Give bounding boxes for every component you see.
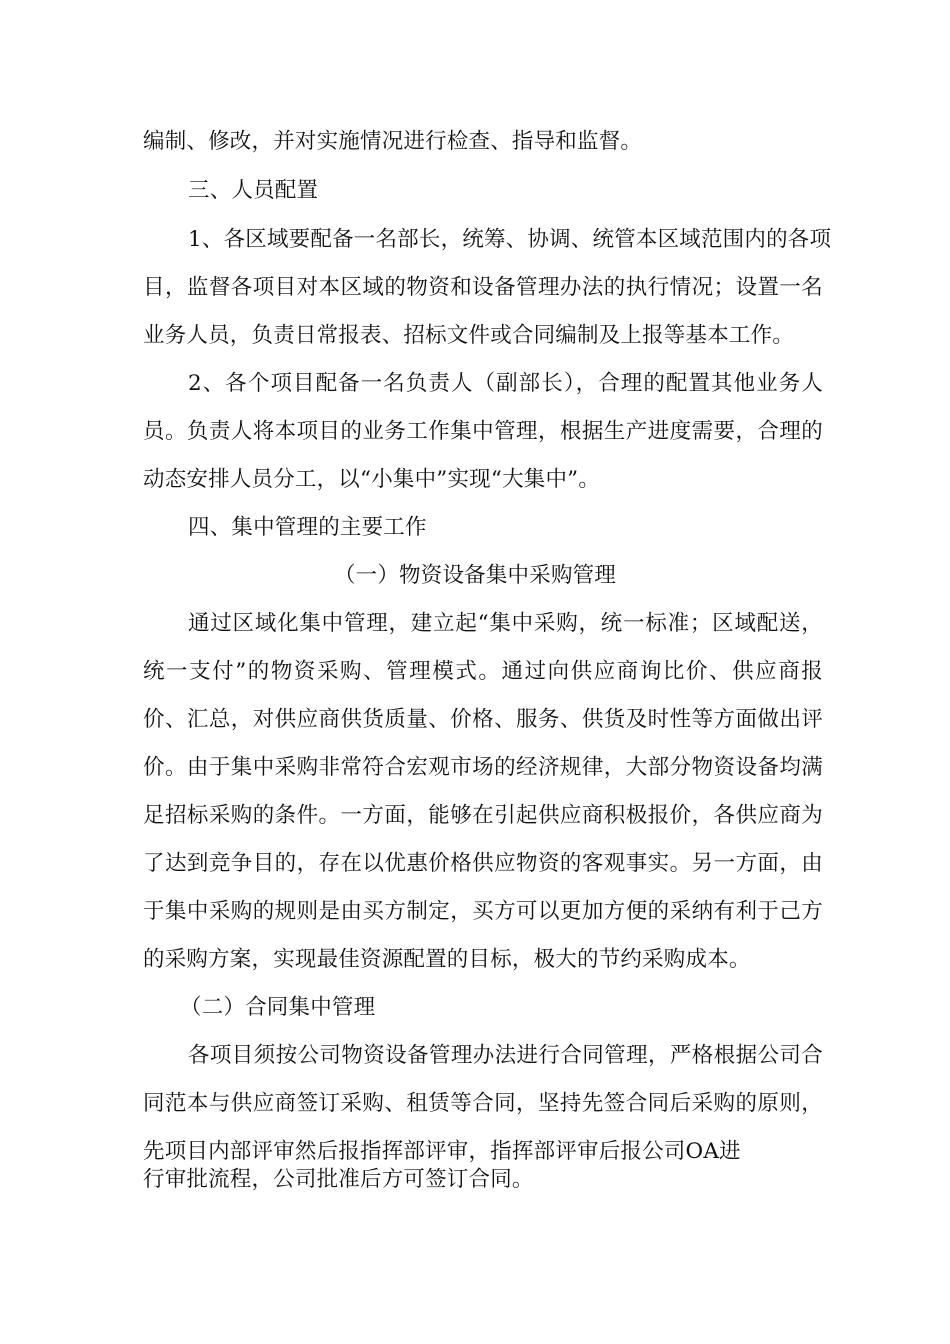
paragraph-line: 价。由于集中采购非常符合宏观市场的经济规律，大部分物资设备均满 bbox=[143, 755, 823, 780]
section-3-heading: 三、人员配置 bbox=[188, 178, 319, 203]
paragraph-line: 同范本与供应商签订采购、租赁等合同，坚持先签合同后采购的原则， bbox=[143, 1091, 823, 1116]
subsection-2-heading: （二）合同集中管理 bbox=[180, 995, 376, 1020]
paragraph-line: 于集中采购的规则是由买方制定，买方可以更加方便的采纳有利于己方 bbox=[143, 899, 823, 924]
paragraph-line: 了达到竞争目的，存在以优惠价格供应物资的客观事实。另一方面，由 bbox=[143, 851, 823, 876]
paragraph-line: 动态安排人员分工，以“小集中”实现“大集中”。 bbox=[143, 467, 601, 492]
intro-line: 编制、修改，并对实施情况进行检查、指导和监督。 bbox=[143, 129, 643, 154]
section-4-heading: 四、集中管理的主要工作 bbox=[188, 515, 427, 540]
paragraph-line: 足招标采购的条件。一方面，能够在引起供应商积极报价，各供应商为 bbox=[143, 803, 823, 828]
paragraph-line: 通过区域化集中管理，建立起“集中采购，统一标准；区域配送， bbox=[188, 611, 823, 636]
paragraph-line: 各项目须按公司物资设备管理办法进行合同管理，严格根据公司合 bbox=[188, 1043, 823, 1068]
paragraph-line: 行审批流程，公司批准后方可签订合同。 bbox=[143, 1167, 534, 1192]
subsection-1-heading: （一）物资设备集中采购管理 bbox=[333, 563, 617, 588]
paragraph-line: 的采购方案，实现最佳资源配置的目标，极大的节约采购成本。 bbox=[143, 947, 751, 972]
paragraph-line: 统一支付”的物资采购、管理模式。通过向供应商询比价、供应商报 bbox=[143, 659, 823, 684]
paragraph-line: 目，监督各项目对本区域的物资和设备管理办法的执行情况；设置一名 bbox=[143, 275, 823, 300]
paragraph-line: 业务人员，负责日常报表、招标文件或合同编制及上报等基本工作。 bbox=[143, 323, 795, 348]
paragraph-line: 员。负责人将本项目的业务工作集中管理，根据生产进度需要，合理的 bbox=[143, 419, 823, 444]
paragraph-line: 2、各个项目配备一名负责人（副部长），合理的配置其他业务人 bbox=[188, 371, 823, 396]
paragraph-line: 1、各区域要配备一名部长，统筹、协调、统管本区域范围内的各项 bbox=[188, 227, 832, 252]
paragraph-line: 价、汇总，对供应商供货质量、价格、服务、供货及时性等方面做出评 bbox=[143, 707, 823, 732]
paragraph-line: 先项目内部评审然后报指挥部评审，指挥部评审后报公司OA进 bbox=[143, 1139, 741, 1164]
